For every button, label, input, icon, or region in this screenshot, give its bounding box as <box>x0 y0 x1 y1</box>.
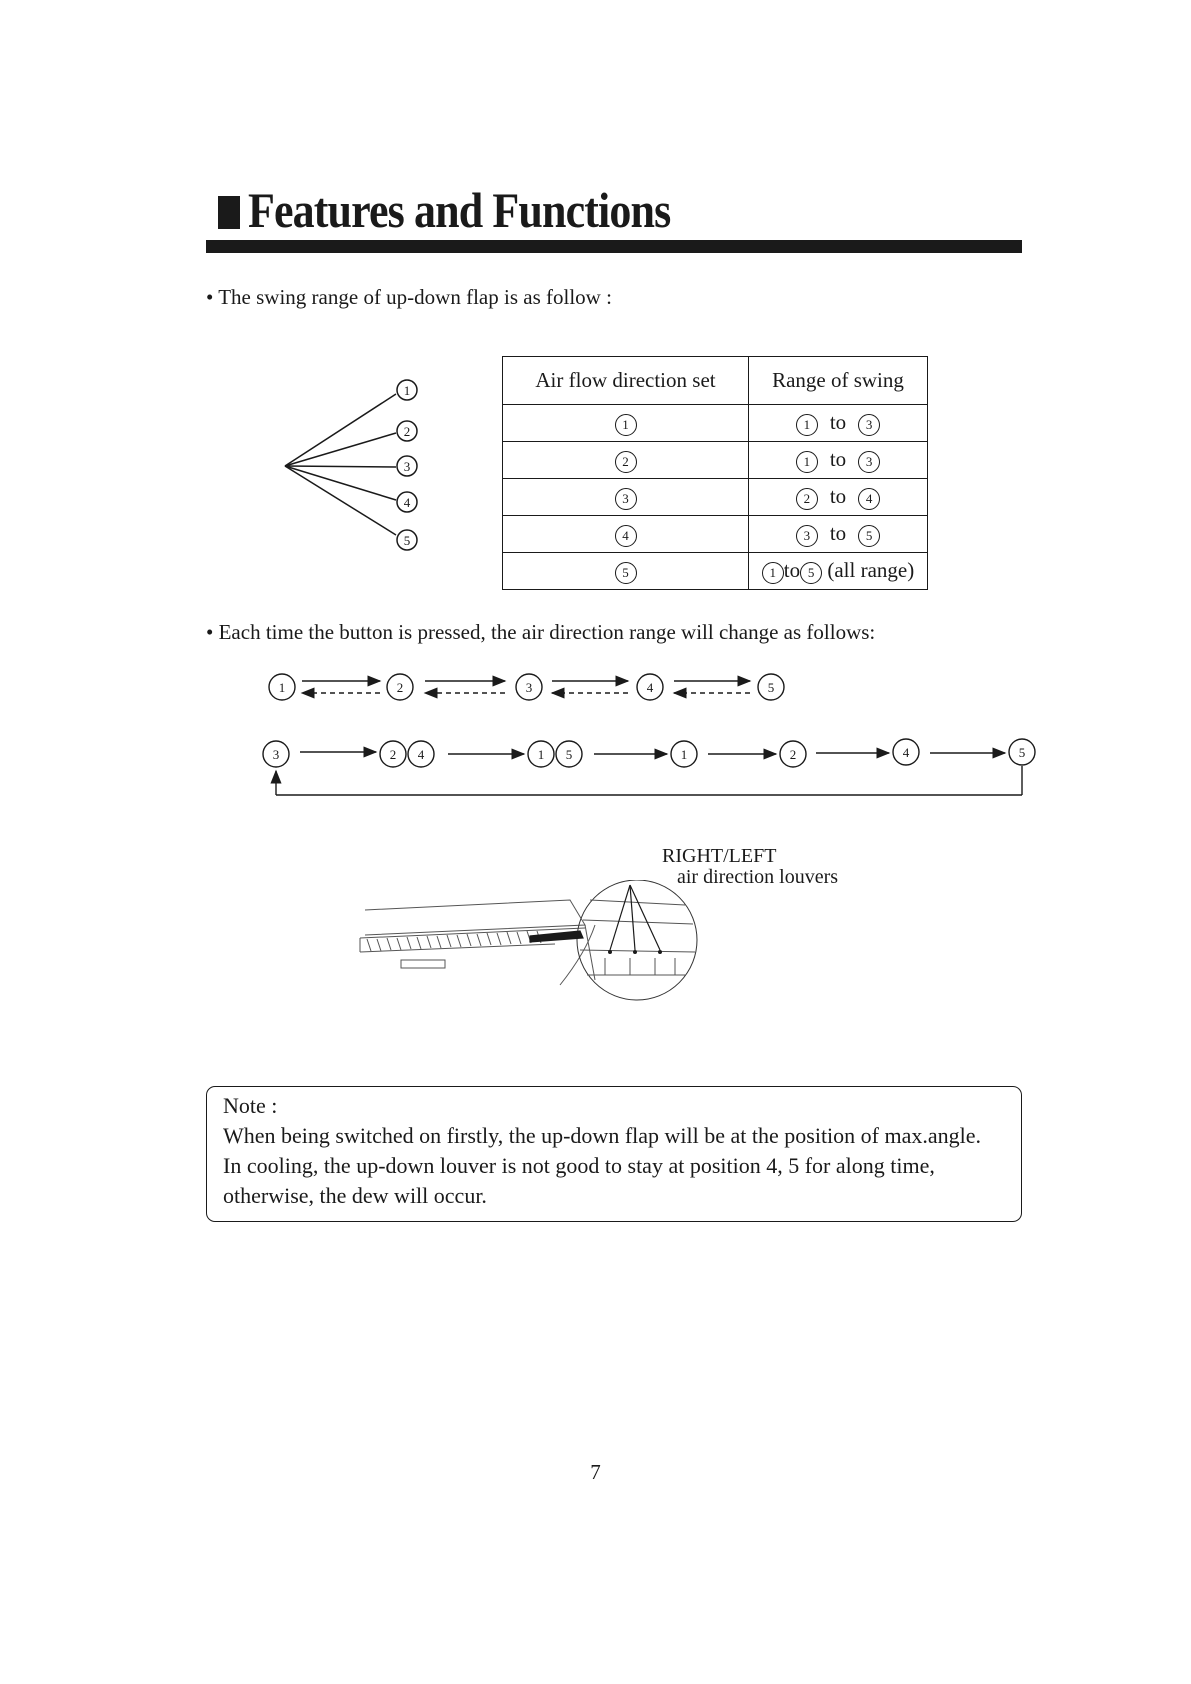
note-line-2: In cooling, the up-down louver is not good to stay at position 4, 5 for along time, <box>223 1153 935 1178</box>
position-circle: 4 <box>858 488 880 510</box>
table-header-range: Range of swing <box>749 357 928 405</box>
swing-range-table <box>502 356 928 590</box>
range-connector: to <box>829 521 847 546</box>
seq2-label: 3 <box>272 747 280 762</box>
cell-range <box>749 553 928 590</box>
table-header-row <box>503 357 928 405</box>
seq2-label: 4 <box>902 745 910 760</box>
fan-label-4: 4 <box>403 495 411 510</box>
fan-label-1: 1 <box>403 383 411 398</box>
table-row <box>503 516 928 553</box>
range-connector: to <box>783 558 801 583</box>
intro-line <box>206 285 612 310</box>
page-number: 7 <box>590 1460 601 1484</box>
position-circle: 2 <box>615 451 637 473</box>
position-circle: 1 <box>762 562 784 584</box>
louver-label-line2: air direction louvers <box>677 866 839 888</box>
note-line-1: When being switched on firstly, the up-down flap will be at the position of max.angle. <box>223 1123 982 1148</box>
position-circle: 1 <box>615 414 637 436</box>
fan-line-3 <box>285 466 396 467</box>
fan-label-3: 3 <box>403 459 411 474</box>
sequence-text: Each time the button is pressed, the air direction range will change as follows: <box>218 620 876 644</box>
position-circle: 4 <box>615 525 637 547</box>
louver-illustration <box>355 880 735 1010</box>
fan-label-5: 5 <box>403 533 411 548</box>
position-circle: 5 <box>858 525 880 547</box>
seq2-label: 2 <box>389 747 397 762</box>
table-row <box>503 442 928 479</box>
table-header-set: Air flow direction set <box>503 357 749 405</box>
position-circle: 3 <box>615 488 637 510</box>
range-suffix: (all range) <box>827 558 915 583</box>
seq2-label: 2 <box>789 747 797 762</box>
note-box <box>206 1086 1022 1222</box>
position-circle: 3 <box>858 451 880 473</box>
table-row <box>503 405 928 442</box>
fan-line-4 <box>285 466 396 500</box>
seq2-label: 1 <box>537 747 545 762</box>
title-underline <box>206 240 1022 253</box>
cell-set <box>503 405 749 442</box>
position-circle: 5 <box>615 562 637 584</box>
swing-fan-diagram <box>270 370 440 570</box>
range-connector: to <box>829 410 847 435</box>
note-heading: Note : <box>223 1093 278 1118</box>
position-circle: 5 <box>800 562 822 584</box>
page-title: Features and Functions <box>248 182 671 238</box>
louver-label <box>662 846 838 888</box>
bullet-icon: • <box>206 285 214 309</box>
sequence-line <box>206 620 875 645</box>
seq1-label: 3 <box>525 680 533 695</box>
fan-line-1 <box>285 394 396 466</box>
position-circle: 1 <box>796 451 818 473</box>
cell-range <box>749 442 928 479</box>
bullet-icon: • <box>206 620 214 644</box>
range-connector: to <box>829 447 847 472</box>
seq2-label: 5 <box>565 747 573 762</box>
table-row <box>503 553 928 590</box>
seq1-label: 4 <box>646 680 654 695</box>
title-square-icon <box>218 196 240 229</box>
position-circle: 3 <box>858 414 880 436</box>
sequence-diagram <box>250 665 1050 805</box>
cell-set <box>503 553 749 590</box>
cell-range <box>749 479 928 516</box>
seq2-label: 5 <box>1018 745 1026 760</box>
seq1-label: 5 <box>767 680 775 695</box>
table-row <box>503 479 928 516</box>
page-header <box>218 180 728 240</box>
cell-range <box>749 516 928 553</box>
fan-line-2 <box>285 433 396 466</box>
note-line-3: otherwise, the dew will occur. <box>223 1183 487 1208</box>
position-circle: 2 <box>796 488 818 510</box>
range-connector: to <box>829 484 847 509</box>
fan-line-5 <box>285 466 396 535</box>
seq2-label: 1 <box>680 747 688 762</box>
position-circle: 1 <box>796 414 818 436</box>
seq1-label: 1 <box>278 680 286 695</box>
fan-label-2: 2 <box>403 424 411 439</box>
position-circle: 3 <box>796 525 818 547</box>
cell-set <box>503 442 749 479</box>
intro-text: The swing range of up-down flap is as follow : <box>218 285 612 309</box>
cell-range <box>749 405 928 442</box>
cell-set <box>503 479 749 516</box>
louver-label-line1: RIGHT/LEFT <box>662 845 777 867</box>
seq2-label: 4 <box>417 747 425 762</box>
seq1-label: 2 <box>396 680 404 695</box>
cell-set <box>503 516 749 553</box>
